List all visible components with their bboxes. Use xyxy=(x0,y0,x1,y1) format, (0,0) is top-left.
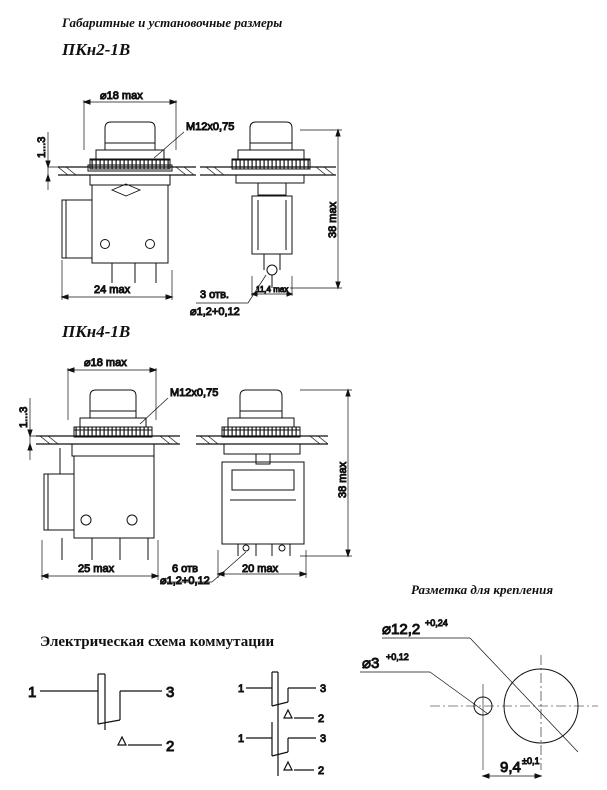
pkn4-front-view xyxy=(28,368,180,580)
pkn2-side-view xyxy=(196,122,342,303)
pkn4-thread-label: M12x0,75 xyxy=(170,387,219,399)
pkn2-width-label: 24 max xyxy=(94,284,131,296)
schematic-left-t1: 1 xyxy=(28,684,37,701)
pkn2-thread-label: M12x0,75 xyxy=(186,121,235,133)
marking-small-dia: ⌀3 xyxy=(362,655,380,672)
pkn4-width-label: 25 max xyxy=(78,563,115,575)
pkn2-holes-dia: ⌀1,2+0,12 xyxy=(190,306,240,318)
marking-small-tol: +0,12 xyxy=(386,652,409,662)
pkn4-width20-label: 20 max xyxy=(242,563,279,575)
marking-title: Разметка для крепления xyxy=(411,582,554,597)
pkn4-holes-count: 6 отв xyxy=(172,563,198,575)
pkn2-front-view xyxy=(46,100,196,300)
schematic-left xyxy=(40,674,162,745)
pkn4-height-label: 38 max xyxy=(337,461,349,498)
pkn4-side-view xyxy=(160,390,352,582)
pkn4-title: ПКн4-1В xyxy=(62,322,131,341)
pkn2-stroke-label: 1...3 xyxy=(36,136,48,158)
page-title: Габаритные и установочные размеры xyxy=(62,15,283,30)
schematic-right-bottom-t2: 2 xyxy=(318,765,325,777)
schematic-right-bottom-t3: 3 xyxy=(320,733,327,745)
schematic-right-top-t3: 3 xyxy=(320,683,327,695)
pkn2-height-label: 38 max xyxy=(327,201,339,238)
pkn2-holes-count: 3 отв. xyxy=(200,289,229,301)
marking-big-tol: +0,24 xyxy=(425,618,448,628)
marking-offset-tol: ±0,1 xyxy=(522,756,540,766)
schematic-title: Электрическая схема коммутации xyxy=(40,634,275,650)
pkn2-title: ПКн2-1В xyxy=(62,40,131,59)
schematic-right-bottom-t1: 1 xyxy=(238,733,245,745)
schematic-right-top-t2: 2 xyxy=(318,713,325,725)
schematic-right xyxy=(246,672,316,776)
marking-offset: 9,4 xyxy=(500,759,521,776)
pkn4-holes-dia: ⌀1,2+0,12 xyxy=(160,575,210,587)
pkn2-pin-pitch: 11,4 max xyxy=(256,285,289,294)
schematic-right-top-t1: 1 xyxy=(238,683,245,695)
pkn4-stroke-label: 1...3 xyxy=(18,406,30,428)
marking-big-dia: ⌀12,2 xyxy=(382,621,421,638)
pkn4-dia18-label: ⌀18 max xyxy=(84,357,127,369)
schematic-left-t2: 2 xyxy=(166,738,175,755)
schematic-left-t3: 3 xyxy=(166,684,175,701)
pkn2-dia18-label: ⌀18 max xyxy=(100,90,143,102)
